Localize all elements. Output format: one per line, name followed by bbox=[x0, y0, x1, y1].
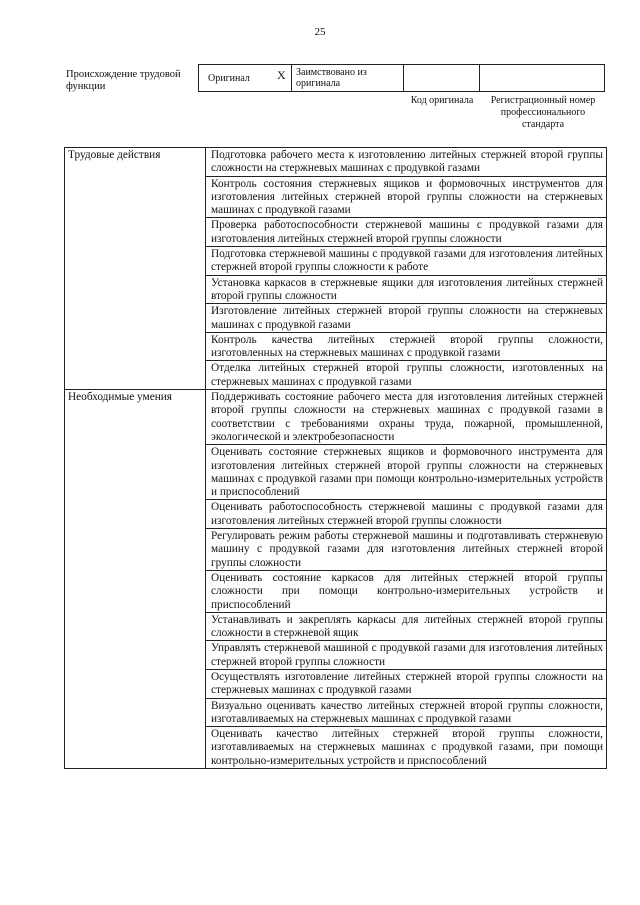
section-item: Изготовление литейных стержней второй группы сложности на стержневых машинах с продувкой газами bbox=[206, 304, 607, 333]
section-item: Регулировать режим работы стержневой машины и подготавливать стержневую машину с продувкой газами для изготовления литейных стержней второй группы сложности bbox=[206, 529, 607, 571]
borrowed-label: Заимствовано из оригинала bbox=[296, 67, 367, 89]
section-item: Оценивать работоспособность стержневой машины с продувкой газами для изготовления литейных стержней второй группы сложности bbox=[206, 500, 607, 529]
section-item: Подготовка рабочего места к изготовлению литейных стержней второй группы сложности на стержневых машинах с продувкой газами bbox=[206, 148, 607, 177]
section-item: Проверка работоспособности стержневой машины с продувкой газами для изготовления литейных стержней второй группы сложности bbox=[206, 218, 607, 247]
section-item: Оценивать качество литейных стержней второй группы сложности, изготавливаемых на стержневых машинах с продувкой газами, при помощи контрольно-измерительных устройств и приспособлений bbox=[206, 727, 607, 769]
section-item: Оценивать состояние каркасов для литейных стержней второй группы сложности при помощи контрольно-измерительных устройств и приспособлений bbox=[206, 570, 607, 612]
origin-label: Происхождение трудовой функции bbox=[66, 69, 181, 92]
section-item: Устанавливать и закреплять каркасы для литейных стержней второй группы сложности в стержневой ящик bbox=[206, 612, 607, 641]
section-item: Визуально оценивать качество литейных стержней второй группы сложности, изготавливаемых на стержневых машинах с продувкой газами bbox=[206, 698, 607, 727]
section-item: Отделка литейных стержней второй группы сложности, изготовленных на стержневых машинах с продувкой газами bbox=[206, 361, 607, 390]
section-item: Контроль состояния стержневых ящиков и формовочных инструментов для изготовления литейных стержней второй группы сложности на стержневых машинах с продувкой газами bbox=[206, 176, 607, 218]
original-mark: X bbox=[277, 68, 286, 82]
section-item: Подготовка стержневой машины с продувкой газами для изготовления литейных стержней второй группы сложности к работе bbox=[206, 247, 607, 276]
section-item: Контроль качества литейных стержней второй группы сложности, изготовленных на стержневых машинах с продувкой газами bbox=[206, 332, 607, 361]
code-box bbox=[404, 64, 480, 92]
borrowed-box bbox=[292, 64, 404, 92]
code-caption: Код оригинала bbox=[410, 95, 474, 106]
reg-number-caption: Регистрационный номер профессионального стандарта bbox=[490, 95, 596, 130]
section-item: Управлять стержневой машиной с продувкой газами для изготовления литейных стержней второй группы сложности bbox=[206, 641, 607, 670]
original-box bbox=[198, 64, 292, 92]
section-item: Поддерживать состояние рабочего места для изготовления литейных стержней второй группы сложности на стержневых машинах с продувкой газами в соответствии с требованиями охраны труда, пожарной, промышленной, экологической и электробезопасности bbox=[206, 390, 607, 445]
section-item: Установка каркасов в стержневые ящики для изготовления литейных стержней второй группы сложности bbox=[206, 275, 607, 304]
function-table bbox=[64, 147, 607, 769]
section-item: Осуществлять изготовление литейных стержней второй группы сложности на стержневых машинах с продувкой газами bbox=[206, 669, 607, 698]
table-row bbox=[65, 148, 607, 177]
page-number: 25 bbox=[314, 26, 326, 38]
reg-number-box bbox=[480, 64, 605, 92]
table-row bbox=[65, 390, 607, 445]
section-item: Оценивать состояние стержневых ящиков и формовочного инструмента для изготовления литейных стержней второй группы сложности на стержневых машинах с продувкой газами при помощи контрольно-измерительных устройств и приспособлений bbox=[206, 445, 607, 500]
original-label: Оригинал bbox=[208, 73, 250, 84]
section-label: Трудовые действия bbox=[65, 148, 206, 390]
section-label: Необходимые умения bbox=[65, 390, 206, 769]
